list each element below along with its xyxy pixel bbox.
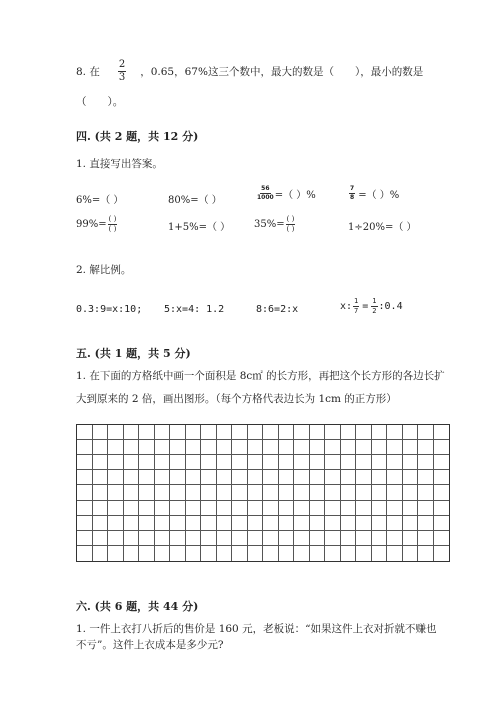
grid-cell[interactable] (93, 531, 109, 546)
grid-cell[interactable] (372, 440, 388, 455)
grid-cell[interactable] (248, 470, 264, 485)
grid-cell[interactable] (418, 485, 434, 500)
grid-cell[interactable] (372, 470, 388, 485)
grid-cell[interactable] (170, 516, 186, 531)
grid-cell[interactable] (387, 531, 403, 546)
grid-cell[interactable] (372, 455, 388, 470)
grid-cell[interactable] (279, 501, 295, 516)
calc-1d-num: 7 (350, 185, 355, 192)
grid-cell[interactable] (186, 546, 202, 561)
grid-cell[interactable] (356, 425, 372, 440)
grid-cell[interactable] (248, 440, 264, 455)
grid-cell[interactable] (403, 546, 419, 561)
calc-2d: 1÷20%=（ ） (348, 222, 417, 233)
grid-cell[interactable] (341, 440, 357, 455)
grid-cell[interactable] (325, 470, 341, 485)
calc-2a-pre: 99%= (76, 219, 107, 230)
grid-cell[interactable] (155, 485, 171, 500)
grid-cell[interactable] (387, 485, 403, 500)
grid-cell[interactable] (124, 501, 140, 516)
grid-cell[interactable] (434, 531, 450, 546)
grid-cell[interactable] (124, 516, 140, 531)
grid-cell[interactable] (403, 440, 419, 455)
q8-line1 (76, 60, 423, 83)
grid-cell[interactable] (93, 425, 109, 440)
grid-cell[interactable] (155, 546, 171, 561)
grid-cell[interactable] (77, 516, 93, 531)
grid-cell[interactable] (248, 455, 264, 470)
grid-cell[interactable] (263, 440, 279, 455)
grid-cell[interactable] (232, 470, 248, 485)
calc-2a-num: ( ) (108, 215, 117, 223)
q8-fraction (118, 60, 126, 83)
grid-cell[interactable] (232, 546, 248, 561)
grid-cell[interactable] (139, 546, 155, 561)
section6-text-line2: 不亏”。这件上衣成本是多少元? (76, 639, 224, 651)
grid-cell[interactable] (186, 531, 202, 546)
grid-cell[interactable] (418, 546, 434, 561)
grid-cell[interactable] (232, 516, 248, 531)
grid-cell[interactable] (217, 516, 233, 531)
calc-2a-fraction (108, 216, 118, 233)
grid-cell[interactable] (294, 485, 310, 500)
grid-cell[interactable] (186, 516, 202, 531)
grid-cell[interactable] (139, 455, 155, 470)
grid-cell[interactable] (418, 440, 434, 455)
q8-prefix: 8. 在 (76, 66, 100, 78)
grid-cell[interactable] (201, 501, 217, 516)
grid-cell[interactable] (263, 425, 279, 440)
grid-cell[interactable] (108, 485, 124, 500)
grid-cell[interactable] (186, 425, 202, 440)
grid-cell[interactable] (263, 531, 279, 546)
grid-cell[interactable] (170, 455, 186, 470)
grid-cell[interactable] (124, 531, 140, 546)
grid-cell[interactable] (387, 455, 403, 470)
grid-cell[interactable] (434, 425, 450, 440)
grid-cell[interactable] (418, 501, 434, 516)
grid-cell[interactable] (186, 440, 202, 455)
grid-cell[interactable] (186, 455, 202, 470)
grid-cell[interactable] (232, 501, 248, 516)
grid-cell[interactable] (294, 440, 310, 455)
grid-cell[interactable] (294, 516, 310, 531)
ratio-4-frac2-den: 2 (372, 307, 377, 315)
ratio-4-pre: x: (340, 301, 353, 312)
grid-cell[interactable] (248, 546, 264, 561)
grid-cell[interactable] (170, 501, 186, 516)
calc-1c-den: 1000 (257, 194, 274, 201)
grid-cell[interactable] (325, 455, 341, 470)
calc-2b: 1+5%=（ ） (168, 222, 231, 233)
grid-cell[interactable] (170, 531, 186, 546)
grid-cell[interactable] (387, 425, 403, 440)
ratio-4-frac2 (371, 298, 377, 315)
grid-cell[interactable] (279, 455, 295, 470)
q8-frac-num: 2 (118, 59, 126, 70)
grid-cell[interactable] (387, 440, 403, 455)
grid-cell[interactable] (124, 455, 140, 470)
grid-cell[interactable] (294, 501, 310, 516)
grid-cell[interactable] (434, 516, 450, 531)
grid-cell[interactable] (77, 425, 93, 440)
grid-cell[interactable] (186, 501, 202, 516)
grid-cell[interactable] (124, 546, 140, 561)
section4-q1-label: 1. 直接写出答案。 (76, 158, 163, 170)
grid-cell[interactable] (77, 485, 93, 500)
grid-cell[interactable] (356, 485, 372, 500)
grid-cell[interactable] (93, 516, 109, 531)
grid-cell[interactable] (356, 531, 372, 546)
grid-cell[interactable] (418, 531, 434, 546)
grid-cell[interactable] (155, 440, 171, 455)
grid-cell[interactable] (341, 546, 357, 561)
ratio-4-post: :0.4 (378, 301, 403, 312)
calc-1d-den: 8 (350, 194, 355, 201)
grid-cell[interactable] (217, 455, 233, 470)
calc-2c-den: ( ) (286, 225, 295, 233)
grid-cell[interactable] (93, 440, 109, 455)
grid-cell[interactable] (108, 546, 124, 561)
grid-cell[interactable] (294, 425, 310, 440)
grid-cell[interactable] (387, 546, 403, 561)
grid-cell[interactable] (325, 425, 341, 440)
calc-2a (76, 216, 118, 233)
calc-1d-rest: =（ ）% (358, 190, 400, 201)
grid-cell[interactable] (387, 516, 403, 531)
calc-1a: 6%=（ ） (76, 195, 124, 206)
grid-cell[interactable] (77, 440, 93, 455)
calc-2a-den: ( ) (108, 225, 117, 233)
calc-1c-num: 56 (261, 185, 270, 192)
grid-cell[interactable] (356, 470, 372, 485)
calc-1c-fraction (257, 186, 274, 201)
calc-1b: 80%=（ ） (168, 195, 222, 206)
grid-cell[interactable] (310, 531, 326, 546)
grid-cell[interactable] (124, 470, 140, 485)
grid-cell[interactable] (434, 470, 450, 485)
grid-cell[interactable] (356, 516, 372, 531)
grid-cell[interactable] (403, 455, 419, 470)
grid-cell[interactable] (170, 425, 186, 440)
grid-cell[interactable] (248, 485, 264, 500)
grid-cell[interactable] (325, 516, 341, 531)
ratio-4-eq: = (362, 301, 369, 312)
ratio-4-frac1-num: 1 (354, 297, 359, 305)
grid-cell[interactable] (77, 455, 93, 470)
grid-cell[interactable] (310, 425, 326, 440)
grid-cell[interactable] (139, 440, 155, 455)
grid-cell[interactable] (356, 501, 372, 516)
grid-cell[interactable] (170, 470, 186, 485)
ratio-4 (340, 298, 403, 315)
grid-cell[interactable] (108, 470, 124, 485)
grid-cell[interactable] (155, 470, 171, 485)
section4-title: 四. (共 2 题，共 12 分) (76, 130, 199, 143)
grid-cell[interactable] (263, 546, 279, 561)
grid-cell[interactable] (325, 501, 341, 516)
grid-cell[interactable] (232, 531, 248, 546)
calc-2c-num: ( ) (286, 215, 295, 223)
grid-cell[interactable] (403, 531, 419, 546)
grid-cell[interactable] (372, 425, 388, 440)
grid-cell[interactable] (93, 455, 109, 470)
grid-cell[interactable] (434, 455, 450, 470)
grid-cell[interactable] (170, 485, 186, 500)
grid-cell[interactable] (248, 501, 264, 516)
grid-cell[interactable] (263, 516, 279, 531)
grid-cell[interactable] (201, 531, 217, 546)
calc-2c-fraction (286, 216, 296, 233)
grid-cell[interactable] (139, 531, 155, 546)
grid-cell[interactable] (418, 470, 434, 485)
ratio-4-frac1-den: 7 (354, 307, 359, 315)
grid-cell[interactable] (434, 485, 450, 500)
grid-cell[interactable] (279, 531, 295, 546)
calc-1d (348, 186, 399, 201)
grid-cell[interactable] (434, 440, 450, 455)
grid-cell[interactable] (341, 470, 357, 485)
grid-cell[interactable] (403, 425, 419, 440)
grid-cell[interactable] (217, 485, 233, 500)
grid-cell[interactable] (124, 425, 140, 440)
grid-cell[interactable] (155, 501, 171, 516)
grid-cell[interactable] (325, 485, 341, 500)
grid-cell[interactable] (279, 546, 295, 561)
grid-cell[interactable] (201, 470, 217, 485)
grid-cell[interactable] (217, 501, 233, 516)
grid-cell[interactable] (108, 531, 124, 546)
grid-cell[interactable] (434, 501, 450, 516)
grid-cell[interactable] (139, 470, 155, 485)
grid-cell[interactable] (93, 546, 109, 561)
grid-cell[interactable] (341, 531, 357, 546)
grid-cell[interactable] (418, 516, 434, 531)
grid-cell[interactable] (279, 425, 295, 440)
grid-cell[interactable] (217, 425, 233, 440)
grid-cell[interactable] (434, 546, 450, 561)
grid-cell[interactable] (139, 425, 155, 440)
grid-cell[interactable] (294, 455, 310, 470)
grid-cell[interactable] (294, 546, 310, 561)
grid-cell[interactable] (232, 485, 248, 500)
calc-1d-fraction (349, 186, 355, 201)
grid-cell[interactable] (139, 501, 155, 516)
section6-text-line1: 1. 一件上衣打八折后的售价是 160 元，老板说：“如果这件上衣对折就不赚也 (76, 623, 437, 635)
grid-paper[interactable] (76, 424, 450, 562)
grid-cell[interactable] (387, 470, 403, 485)
grid-cell[interactable] (372, 516, 388, 531)
grid-cell[interactable] (263, 485, 279, 500)
grid-cell[interactable] (139, 516, 155, 531)
ratio-4-frac2-num: 1 (372, 297, 377, 305)
grid-cell[interactable] (279, 440, 295, 455)
grid-cell[interactable] (201, 425, 217, 440)
q8-frac-den: 3 (118, 72, 126, 83)
grid-cell[interactable] (124, 440, 140, 455)
grid-cell[interactable] (310, 485, 326, 500)
grid-cell[interactable] (418, 425, 434, 440)
ratio-1: 0.3:9=x:10; (76, 304, 143, 315)
grid-cell[interactable] (341, 425, 357, 440)
grid-cell[interactable] (325, 440, 341, 455)
grid-cell[interactable] (186, 470, 202, 485)
grid-cell[interactable] (279, 470, 295, 485)
grid-cell[interactable] (217, 470, 233, 485)
grid-cell[interactable] (248, 531, 264, 546)
grid-cell[interactable] (310, 501, 326, 516)
grid-cell[interactable] (403, 485, 419, 500)
grid-cell[interactable] (341, 485, 357, 500)
calc-2c-pre: 35%= (254, 219, 285, 230)
grid-cell[interactable] (310, 440, 326, 455)
q8-line2: （ ）。 (76, 96, 124, 108)
calc-1c (256, 186, 316, 201)
grid-cell[interactable] (93, 470, 109, 485)
grid-cell[interactable] (263, 501, 279, 516)
grid-cell[interactable] (356, 440, 372, 455)
grid-cell[interactable] (170, 440, 186, 455)
grid-cell[interactable] (93, 501, 109, 516)
grid-cell[interactable] (325, 531, 341, 546)
grid-cell[interactable] (403, 501, 419, 516)
grid-cell[interactable] (139, 485, 155, 500)
grid-cell[interactable] (310, 516, 326, 531)
grid-cell[interactable] (77, 531, 93, 546)
grid-cell[interactable] (310, 546, 326, 561)
grid-cell[interactable] (186, 485, 202, 500)
grid-cell[interactable] (403, 516, 419, 531)
grid-cell[interactable] (341, 516, 357, 531)
grid-cell[interactable] (170, 546, 186, 561)
grid-cell[interactable] (108, 425, 124, 440)
grid-cell[interactable] (341, 455, 357, 470)
section4-q2-label: 2. 解比例。 (76, 264, 132, 276)
grid-cell[interactable] (341, 501, 357, 516)
grid-cell[interactable] (77, 546, 93, 561)
grid-cell[interactable] (263, 470, 279, 485)
grid-cell[interactable] (201, 546, 217, 561)
grid-cell[interactable] (93, 485, 109, 500)
grid-cell[interactable] (124, 485, 140, 500)
grid-cell[interactable] (77, 501, 93, 516)
grid-cell[interactable] (263, 455, 279, 470)
grid-cell[interactable] (356, 546, 372, 561)
section5-title: 五. (共 1 题，共 5 分) (76, 347, 191, 360)
grid-cell[interactable] (248, 425, 264, 440)
grid-cell[interactable] (217, 440, 233, 455)
ratio-4-frac1 (353, 298, 359, 315)
grid-cell[interactable] (279, 516, 295, 531)
grid-cell[interactable] (108, 501, 124, 516)
grid-cell[interactable] (248, 516, 264, 531)
calc-2c (254, 216, 296, 233)
grid-cell[interactable] (325, 546, 341, 561)
grid-cell[interactable] (155, 425, 171, 440)
grid-cell[interactable] (279, 485, 295, 500)
grid-cell[interactable] (387, 501, 403, 516)
grid-cell[interactable] (201, 455, 217, 470)
section6-title: 六. (共 6 题，共 44 分) (76, 600, 199, 613)
grid-cell[interactable] (108, 516, 124, 531)
grid-cell[interactable] (294, 531, 310, 546)
section5-text-line2: 大到原来的 2 倍，画出图形。（每个方格代表边长为 1cm 的正方形） (76, 393, 397, 405)
grid-cell[interactable] (372, 501, 388, 516)
grid-cell[interactable] (77, 470, 93, 485)
grid-cell[interactable] (201, 516, 217, 531)
section5-text-line1: 1. 在下面的方格纸中画一个面积是 8c㎡ 的长方形，再把这个长方形的各边长扩 (76, 370, 445, 382)
grid-cell[interactable] (310, 470, 326, 485)
grid-cell[interactable] (155, 516, 171, 531)
grid-cell[interactable] (155, 531, 171, 546)
calc-1c-rest: =（ ）% (274, 190, 316, 201)
grid-cell[interactable] (372, 546, 388, 561)
grid-cell[interactable] (201, 485, 217, 500)
grid-cell[interactable] (294, 470, 310, 485)
grid-cell[interactable] (232, 440, 248, 455)
grid-cell[interactable] (155, 455, 171, 470)
grid-cell[interactable] (310, 455, 326, 470)
grid-cell[interactable] (217, 546, 233, 561)
grid-cell[interactable] (108, 440, 124, 455)
q8-middle: ，0.65，67%这三个数中，最大的数是（ ），最小的数是 (140, 66, 424, 78)
grid-cell[interactable] (356, 455, 372, 470)
grid-cell[interactable] (372, 485, 388, 500)
grid-cell[interactable] (232, 455, 248, 470)
grid-cell[interactable] (108, 455, 124, 470)
grid-cell[interactable] (217, 531, 233, 546)
ratio-3: 8:6=2:x (256, 304, 299, 315)
grid-cell[interactable] (403, 470, 419, 485)
grid-cell[interactable] (418, 455, 434, 470)
grid-cell[interactable] (201, 440, 217, 455)
ratio-2: 5:x=4: 1.2 (164, 304, 225, 315)
grid-cell[interactable] (232, 425, 248, 440)
grid-cell[interactable] (372, 531, 388, 546)
